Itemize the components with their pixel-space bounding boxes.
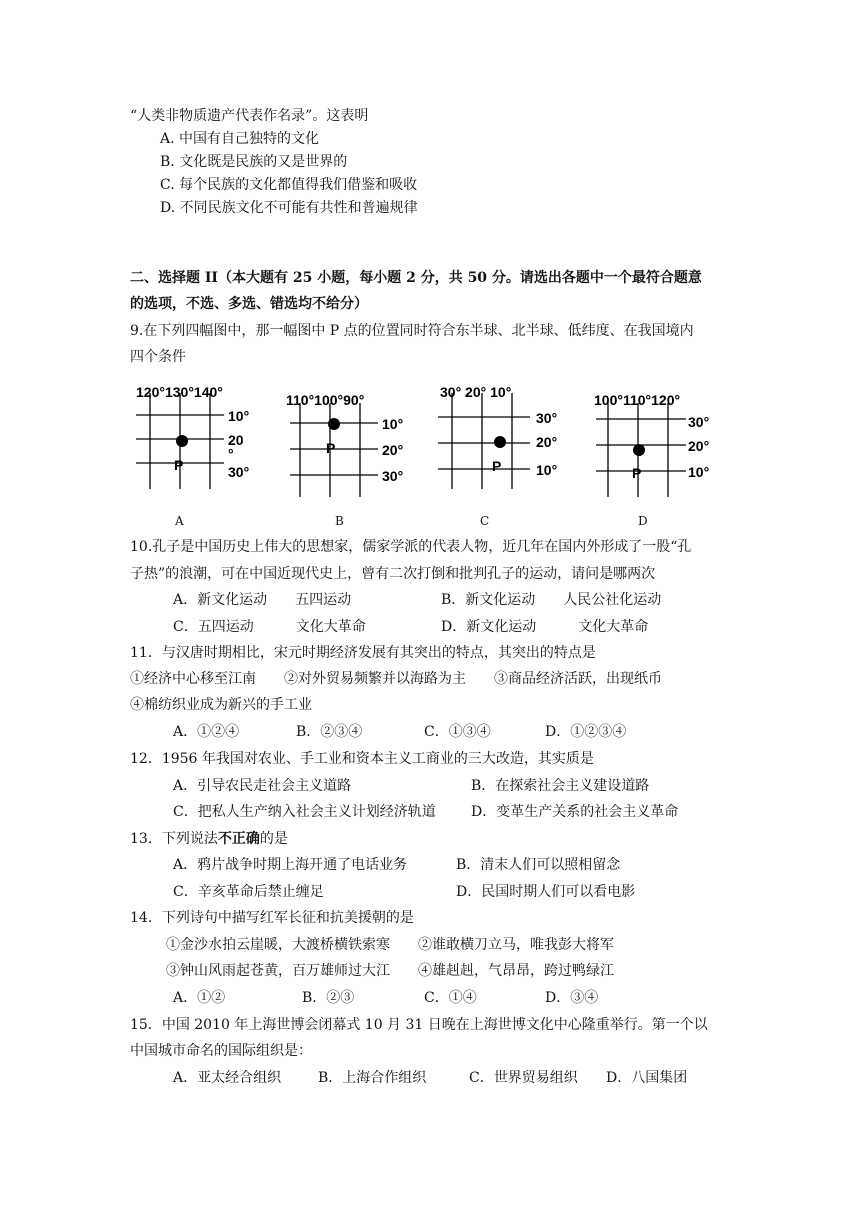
q12-option-b: B．在探索社会主义建设道路 [471,778,650,794]
q8-stem-tail: “人类非物质遗产代表作名录”。这表明 [130,108,369,124]
fig-a-top-label: 120°130°140° [136,384,223,400]
q8-option-a: A. 中国有自己独特的文化 [160,131,320,147]
fig-b-top-label: 110°100°90° [286,392,365,408]
q8-option-d: D. 不同民族文化不可能有共性和普遍规律 [160,200,418,216]
point-p-b [328,418,340,430]
q14-poem-line2: ③钟山风雨起苍黄，百万雄师过大江 ④雄赳赳，气昂昂，跨过鸭绿江 [166,963,614,979]
fig-c-lat-1: 30° [536,410,558,426]
map-grid-d [594,389,734,501]
q14-poem-line1: ①金沙水拍云崖暖，大渡桥横铁索寒 ②谁敢横刀立马，唯我彭大将军 [166,937,614,953]
q11-stem-line2: ①经济中心移至江南 ②对外贸易频繁并以海路为主 ③商品经济活跃，出现纸币 [130,671,662,687]
q15-stem-line1: 15．中国 2010 年上海世博会闭幕式 10 月 31 日晚在上海世博文化中心隆重举行。第一个以 [130,1017,708,1033]
point-p-a [176,435,188,447]
map-grid-b [286,389,416,501]
fig-d-lat-1: 30° [688,414,710,430]
fig-c-label: C [480,514,490,528]
q11-option-b: B．②③④ [296,724,363,740]
q10-option-c: C．五四运动 文化大革命 [173,619,366,635]
fig-d-lat-3: 10° [688,464,710,480]
map-grid-a [136,383,276,495]
q11-option-c: C．①③④ [424,724,491,740]
fig-a-lat-2b: ° [228,446,234,462]
q15-option-a: A．亚太经合组织 [173,1070,282,1086]
fig-b-lat-1: 10° [382,416,404,432]
q15-stem-line2: 中国城市命名的国际组织是： [130,1043,312,1059]
q13-stem-post: 的是 [259,831,288,847]
fig-d-label: D [638,514,648,528]
q10-option-d: D．新文化运动 文化大革命 [441,619,649,635]
q14-stem: 14．下列诗句中描写红军长征和抗美援朝的是 [130,910,414,926]
fig-b-lat-2: 20° [382,442,404,458]
q12-stem: 12．1956 年我国对农业、手工业和资本主义工商业的三大改造，其实质是 [130,751,594,767]
q15-option-d: D．八国集团 [606,1070,688,1086]
q10-option-b: B．新文化运动 人民公社化运动 [441,592,662,608]
fig-c-top-label: 30° 20° 10° [440,384,512,400]
q15-option-c: C．世界贸易组织 [469,1070,578,1086]
q10-stem-line2: 子热”的浪潮，可在中国近现代史上，曾有二次打倒和批判孔子的运动，请问是哪两次 [130,566,656,582]
section2-heading-line2: 的选项，不选、多选、错选均不给分） [130,296,368,312]
q13-stem [130,829,288,849]
q13-option-a: A．鸦片战争时期上海开通了电话业务 [173,857,408,873]
fig-c-lat-2: 20° [536,434,558,450]
q13-option-d: D．民国时期人们可以看电影 [456,884,636,900]
fig-c-lat-3: 10° [536,462,558,478]
q8-option-c: C. 每个民族的文化都值得我们借鉴和吸收 [160,177,418,193]
q10-option-a: A．新文化运动 五四运动 [173,592,352,608]
fig-c-point-label: P [492,458,502,474]
map-grid-c [438,383,578,495]
fig-a-lat-3: 30° [228,464,250,480]
q9-stem-line1: 9.在下列四幅图中，那一幅图中 P 点的位置同时符合东半球、北半球、低纬度、在我国境内 [130,323,694,339]
fig-a-lat-1: 10° [228,408,250,424]
q13-stem-emphasis: 不正确 [217,831,260,847]
fig-a-lat-2: 20 [228,432,244,448]
q8-option-b: B. 文化既是民族的又是世界的 [160,154,348,170]
q14-option-a: A．①② [173,990,226,1006]
section2-heading-line1: 二、选择题 II（本大题有 25 小题，每小题 2 分，共 50 分。请选出各题中一个最符合题意 [130,270,702,286]
q12-option-d: D．变革生产关系的社会主义革命 [471,804,679,820]
q10-stem-line1: 10.孔子是中国历史上伟大的思想家，儒家学派的代表人物，近几年在国内外形成了一股“孔 [130,539,692,555]
q12-option-c: C．把私人生产纳入社会主义计划经济轨道 [173,804,436,820]
q15-option-b: B．上海合作组织 [318,1070,427,1086]
q13-option-b: B．清末人们可以照相留念 [456,857,621,873]
q11-option-a: A．①②④ [173,724,240,740]
fig-d-lat-2: 20° [688,438,710,454]
q11-stem-line1: 11．与汉唐时期相比，宋元时期经济发展有其突出的特点，其突出的特点是 [130,645,596,661]
q14-option-c: C．①④ [424,990,477,1006]
fig-d-point-label: P [632,465,642,481]
fig-a-label: A [175,514,184,528]
point-p-c [494,436,506,448]
q9-stem-line2: 四个条件 [130,349,186,365]
fig-a-point-label: P [174,457,184,473]
fig-b-label: B [335,514,344,528]
q11-option-d: D．①②③④ [545,724,627,740]
q12-option-a: A．引导农民走社会主义道路 [173,778,352,794]
q13-stem-pre: 13．下列说法 [130,831,218,847]
fig-d-top-label: 100°110°120° [594,392,681,408]
q14-option-d: D．③④ [545,990,599,1006]
q11-stem-line3: ④棉纺织业成为新兴的手工业 [130,697,312,713]
q14-option-b: B．②③ [302,990,355,1006]
point-p-d [633,444,645,456]
fig-b-point-label: P [326,440,336,456]
fig-b-lat-3: 30° [382,468,404,484]
q13-option-c: C．辛亥革命后禁止缠足 [173,884,324,900]
